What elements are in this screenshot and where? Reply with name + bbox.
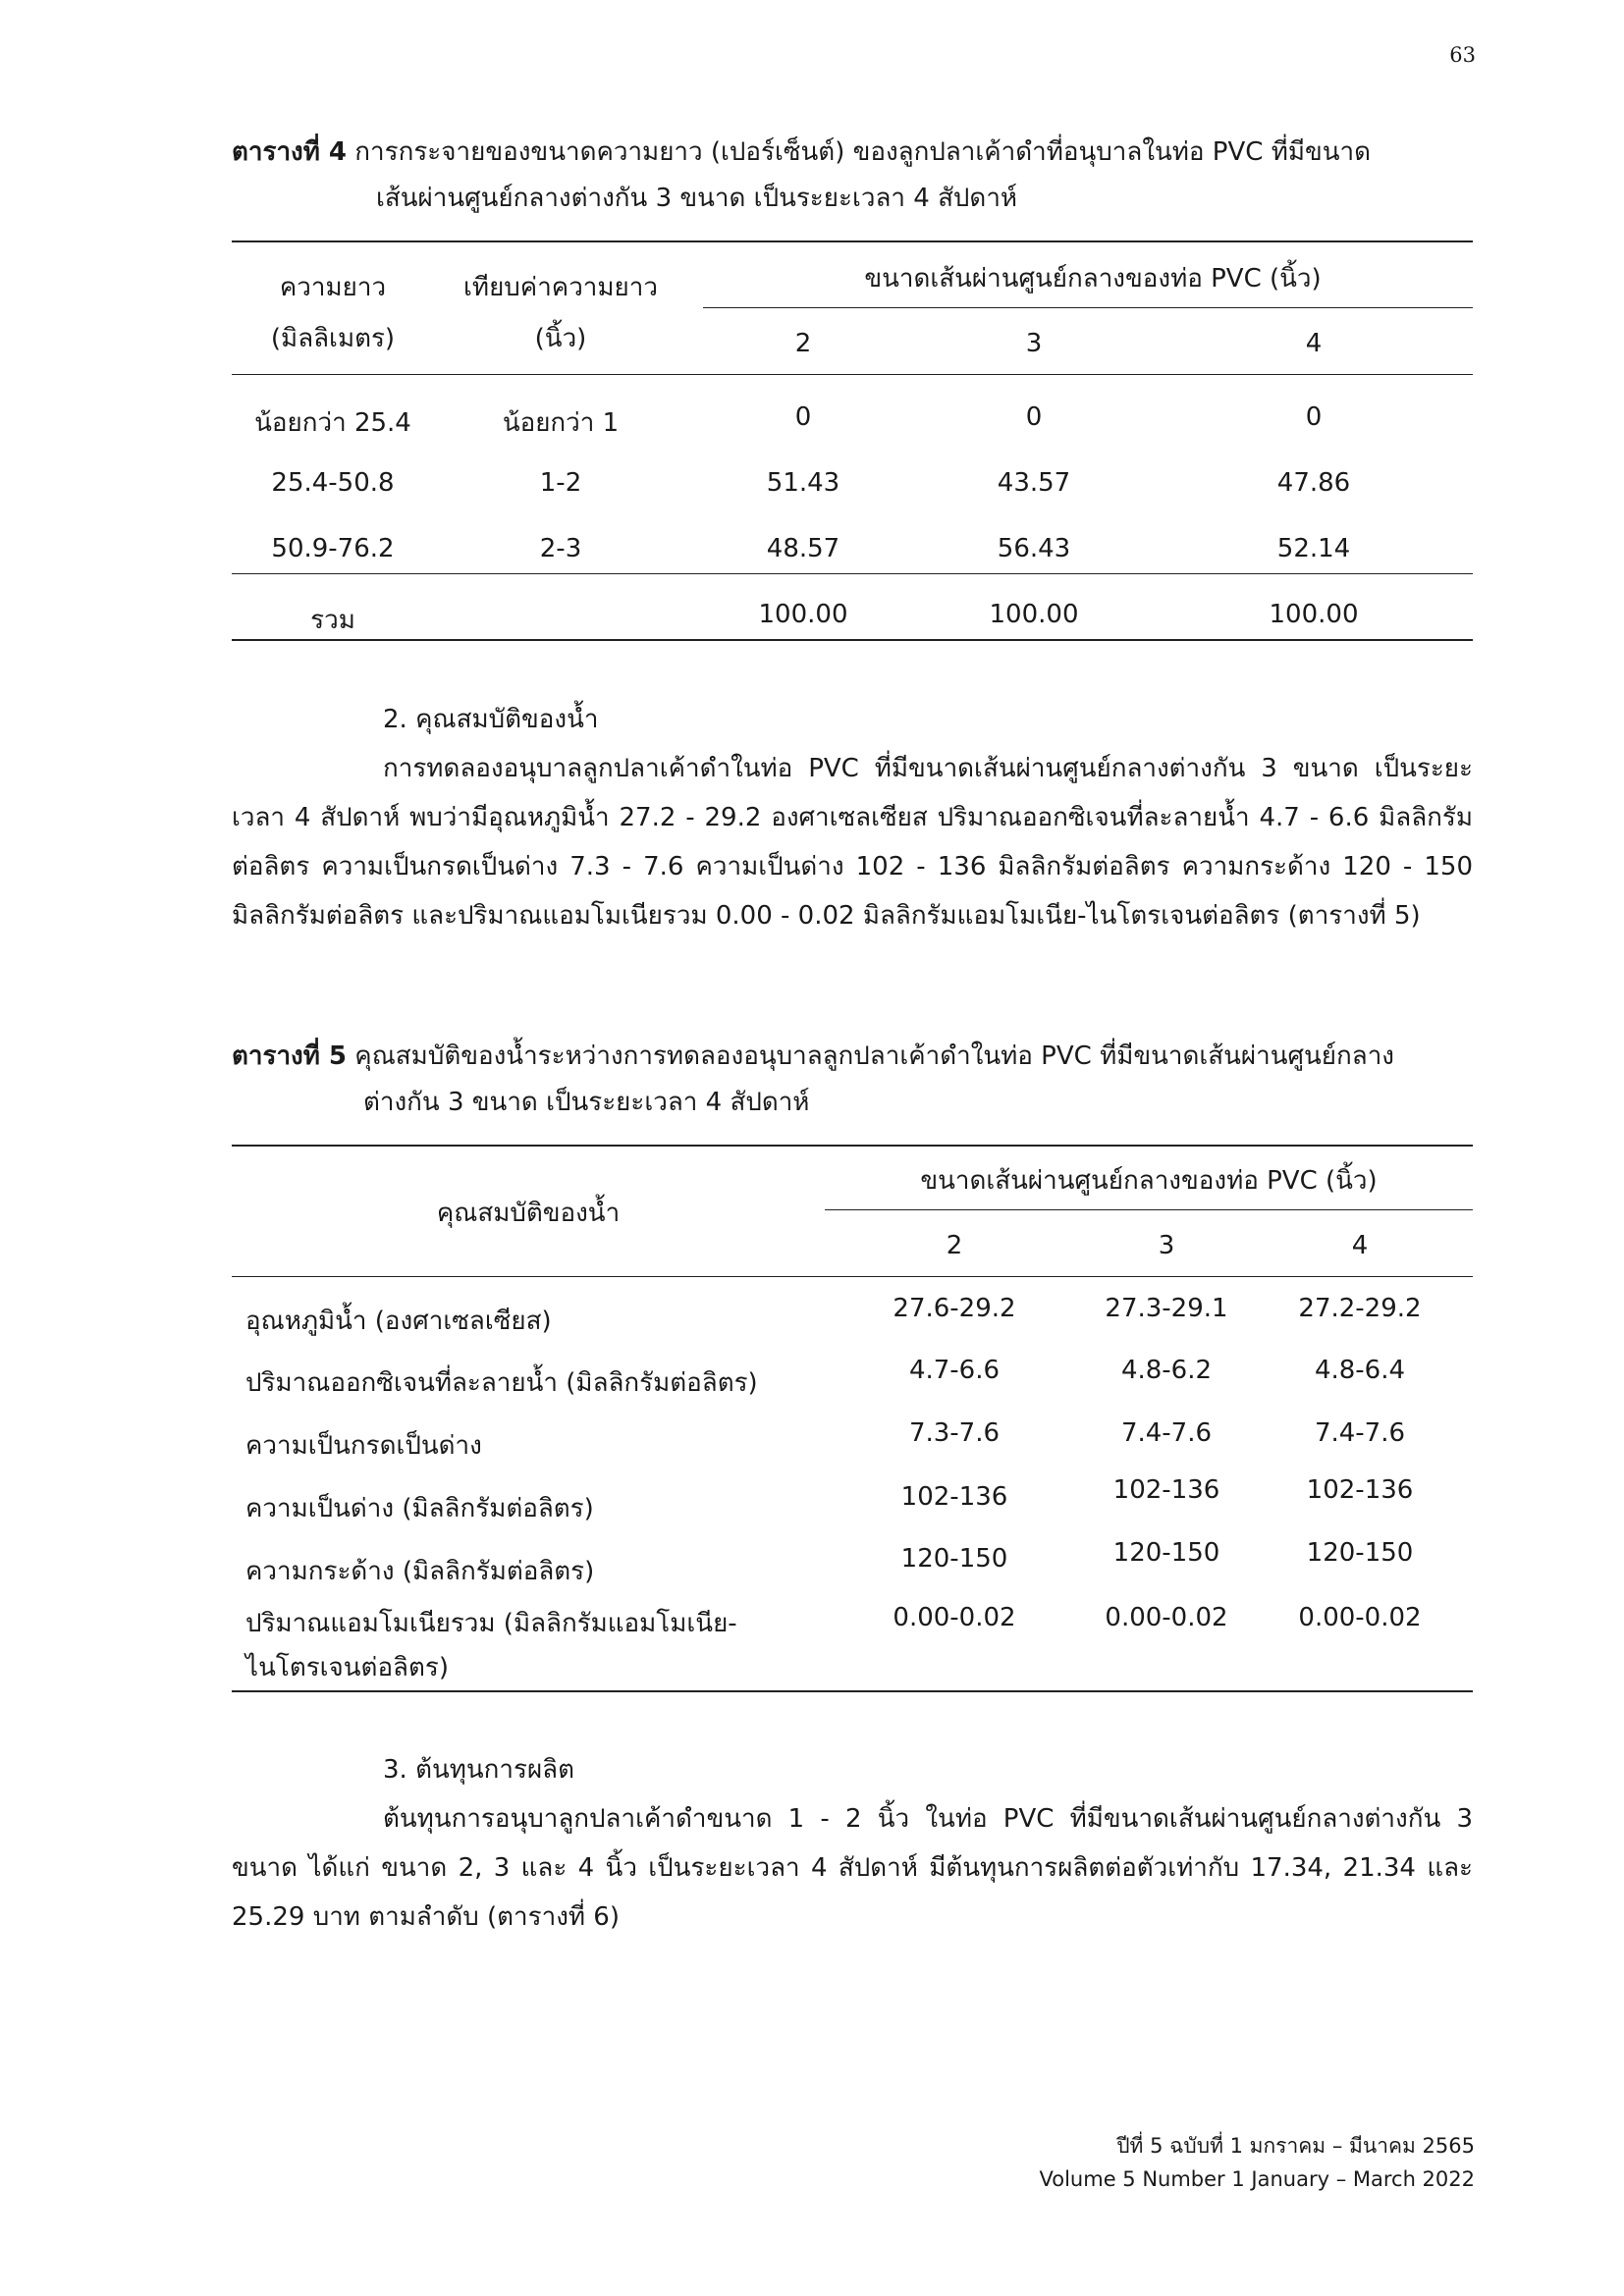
table4-size-3: 3 xyxy=(1025,329,1043,358)
table5-row2-v2: 4.7-6.6 xyxy=(908,1356,1001,1385)
table5-row6-name-l1: ปริมาณแอมโมเนียรวม (มิลลิกรัมแอมโมเนีย- xyxy=(245,1609,737,1638)
table5-row5-v4: 120-150 xyxy=(1306,1538,1414,1568)
section3-paragraph-text: ต้นทุนการอนุบาลูกปลาเค้าดำขนาด 1 - 2 นิ้ว ในท่อ PVC ที่มีขนาดเส้นผ่านศูนย์กลางต่างกัน 3 ขนาด ได้แก่ ขนาด 2, 3 และ 4 นิ้ว เป็นระยะเวลา 4 สัปดาห์ มีต้นทุนการผลิตต่อตัวเท่ากับ 17.34, 21.34 และ 25.29 บาท ตามลำดับ (ตารางที่ 6) xyxy=(232,1804,1473,1932)
table4-row1-v3: 0 xyxy=(1025,402,1043,432)
table4-row2-inch: 1-2 xyxy=(539,468,582,498)
section2-paragraph xyxy=(232,744,1473,940)
page-number: 63 xyxy=(1449,43,1476,67)
table5-row6-name-l2: ไนโตรเจนต่อลิตร) xyxy=(245,1653,449,1682)
table5-row4-v2: 102-136 xyxy=(900,1482,1008,1512)
table5-row1-v2: 27.6-29.2 xyxy=(893,1294,1016,1323)
table4-row1-mm: น้อยกว่า 25.4 xyxy=(254,408,411,438)
table4-row2-v4: 47.86 xyxy=(1276,468,1351,498)
table4-col1-header-l1: ความยาว xyxy=(279,273,387,302)
section2-heading: 2. คุณสมบัติของน้ำ xyxy=(383,705,599,734)
table4-row3-v3: 56.43 xyxy=(997,534,1071,563)
table4-row3-v4: 52.14 xyxy=(1276,534,1351,563)
table5-row1-v4: 27.2-29.2 xyxy=(1298,1294,1422,1323)
table4-row1-inch: น้อยกว่า 1 xyxy=(502,408,620,438)
table4-bottom-rule xyxy=(232,639,1473,641)
table5-row2-name: ปริมาณออกซิเจนที่ละลายน้ำ (มิลลิกรัมต่อลิตร) xyxy=(245,1368,758,1398)
table4-col2-header-l1: เทียบค่าความยาว xyxy=(463,273,658,302)
table4-header-rule xyxy=(232,374,1473,375)
table4-total-rule xyxy=(232,573,1473,574)
section3-paragraph xyxy=(232,1794,1473,1942)
table5-row4-v3: 102-136 xyxy=(1112,1475,1220,1505)
table4-col1-header-l2: (มิลลิเมตร) xyxy=(270,324,396,353)
section2-paragraph-text: การทดลองอนุบาลลูกปลาเค้าดำในท่อ PVC ที่มีขนาดเส้นผ่านศูนย์กลางต่างกัน 3 ขนาด เป็นระยะเวลา 4 สัปดาห์ พบว่ามีอุณหภูมิน้ำ 27.2 - 29.2 องศาเซลเซียส ปริมาณออกซิเจนที่ละลายน้ำ 4.7 - 6.6 มิลลิกรัมต่อลิตร ความเป็นกรดเป็นด่าง 7.3 - 7.6 ความเป็นด่าง 102 - 136 มิลลิกรัมต่อลิตร ความกระด้าง 120 - 150 มิลลิกรัมต่อลิตร และปริมาณแอมโมเนียรวม 0.00 - 0.02 มิลลิกรัมแอมโมเนีย-ไนโตรเจนต่อลิตร (ตารางที่ 5) xyxy=(232,754,1473,931)
table4-total-v3: 100.00 xyxy=(989,600,1079,629)
table4-caption-line1: การกระจายของขนาดความยาว (เปอร์เซ็นต์) ของลูกปลาเค้าดำที่อนุบาลในท่อ PVC ที่มีขนาด xyxy=(347,137,1372,167)
table5-row3-v3: 7.4-7.6 xyxy=(1120,1418,1213,1448)
table5-caption-line1: คุณสมบัติของน้ำระหว่างการทดลองอนุบาลลูกปลาเค้าดำในท่อ PVC ที่มีขนาดเส้นผ่านศูนย์กลาง xyxy=(347,1041,1394,1071)
table4-total-v4: 100.00 xyxy=(1269,600,1359,629)
table5-size-3: 3 xyxy=(1158,1231,1175,1260)
footer-english: Volume 5 Number 1 January – March 2022 xyxy=(1039,2167,1475,2191)
table5-row5-v3: 120-150 xyxy=(1112,1538,1220,1568)
table4-size-4: 4 xyxy=(1305,329,1323,358)
table5-row6-v4: 0.00-0.02 xyxy=(1298,1603,1422,1632)
table4-row3-inch: 2-3 xyxy=(539,534,582,563)
table5-row3-name: ความเป็นกรดเป็นด่าง xyxy=(245,1431,482,1461)
table4-row3-v2: 48.57 xyxy=(766,534,840,563)
table4-row1-v2: 0 xyxy=(794,402,812,432)
table5-header-rule xyxy=(232,1276,1473,1277)
table4-group-rule xyxy=(703,307,1473,308)
table4-row2-v2: 51.43 xyxy=(766,468,840,498)
table5-caption xyxy=(232,1034,1473,1126)
table5-col1-header: คุณสมบัติของน้ำ xyxy=(436,1199,621,1228)
table5-size-4: 4 xyxy=(1351,1231,1369,1260)
table5-row1-v3: 27.3-29.1 xyxy=(1105,1294,1228,1323)
table5-row4-name: ความเป็นด่าง (มิลลิกรัมต่อลิตร) xyxy=(245,1494,594,1523)
table5-size-2: 2 xyxy=(946,1231,963,1260)
table5-row4-v4: 102-136 xyxy=(1306,1475,1414,1505)
table5-row2-v3: 4.8-6.2 xyxy=(1120,1356,1213,1385)
table4-row1-v4: 0 xyxy=(1305,402,1323,432)
table4-size-2: 2 xyxy=(794,329,812,358)
table5-caption-label: ตารางที่ 5 xyxy=(232,1041,348,1071)
section3-heading: 3. ต้นทุนการผลิต xyxy=(383,1755,574,1785)
table5-bottom-rule xyxy=(232,1690,1473,1692)
table5-row3-v2: 7.3-7.6 xyxy=(908,1418,1001,1448)
table4-caption xyxy=(232,130,1473,222)
table4-row2-v3: 43.57 xyxy=(997,468,1071,498)
table4-caption-label: ตารางที่ 4 xyxy=(232,137,348,167)
table4-top-rule xyxy=(232,240,1473,242)
table5-caption-line2: ต่างกัน 3 ขนาด เป็นระยะเวลา 4 สัปดาห์ xyxy=(363,1088,810,1117)
table4-row3-mm: 50.9-76.2 xyxy=(271,534,395,563)
table4-caption-line2: เส้นผ่านศูนย์กลางต่างกัน 3 ขนาด เป็นระยะเวลา 4 สัปดาห์ xyxy=(376,184,1018,213)
table5-group-rule xyxy=(825,1209,1473,1210)
table5-row3-v4: 7.4-7.6 xyxy=(1314,1418,1406,1448)
footer-thai: ปีที่ 5 ฉบับที่ 1 มกราคม – มีนาคม 2565 xyxy=(1116,2134,1475,2158)
table4-total-label: รวม xyxy=(310,606,355,635)
table5-row5-v2: 120-150 xyxy=(900,1544,1008,1574)
table4-group-header: ขนาดเส้นผ่านศูนย์กลางของท่อ PVC (นิ้ว) xyxy=(864,264,1322,294)
table5-row6-v3: 0.00-0.02 xyxy=(1105,1603,1228,1632)
table4-row2-mm: 25.4-50.8 xyxy=(271,468,395,498)
table5-row6-v2: 0.00-0.02 xyxy=(893,1603,1016,1632)
table5-group-header: ขนาดเส้นผ่านศูนย์กลางของท่อ PVC (นิ้ว) xyxy=(920,1166,1378,1196)
table5-row5-name: ความกระด้าง (มิลลิกรัมต่อลิตร) xyxy=(245,1557,595,1586)
table4-col2-header-l2: (นิ้ว) xyxy=(534,324,587,353)
table4-total-v2: 100.00 xyxy=(758,600,848,629)
table5-row1-name: อุณหภูมิน้ำ (องศาเซลเซียส) xyxy=(245,1307,552,1336)
table5-top-rule xyxy=(232,1145,1473,1147)
table5-row2-v4: 4.8-6.4 xyxy=(1314,1356,1406,1385)
